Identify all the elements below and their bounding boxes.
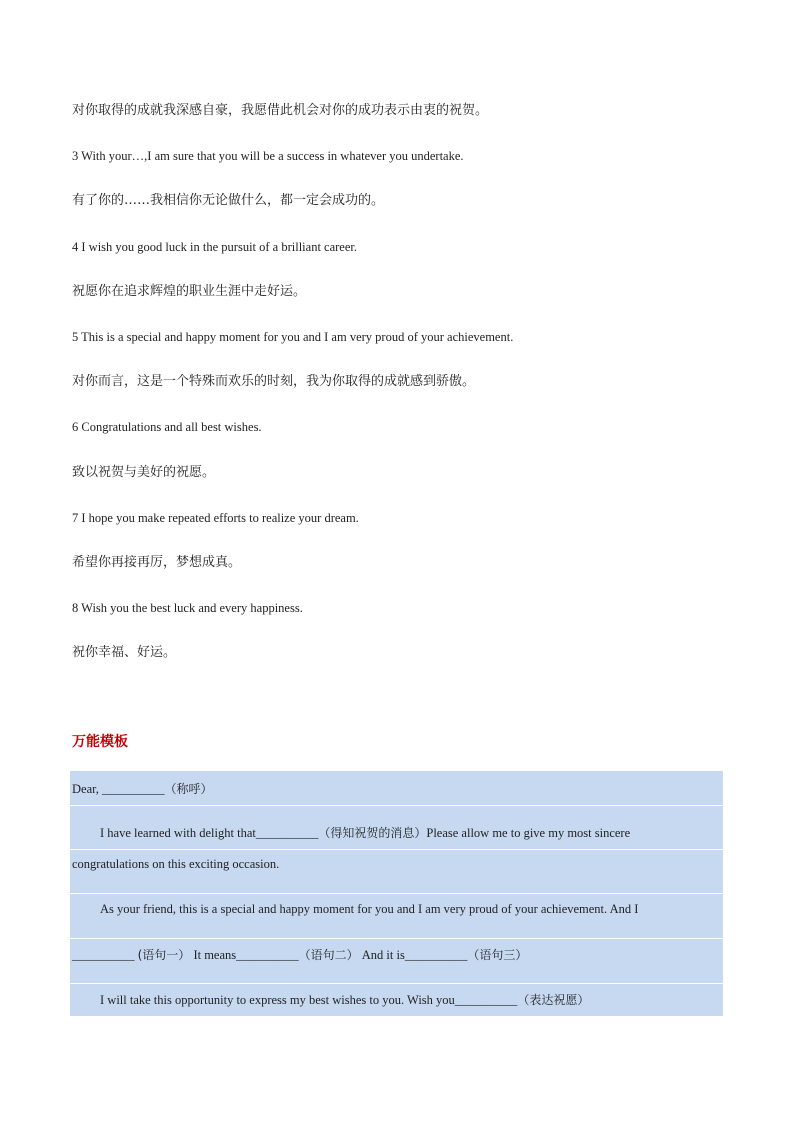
blank-1: __________ [72, 948, 138, 962]
paragraph-1-note: （得知祝贺的消息） [318, 826, 427, 840]
row-divider [70, 805, 723, 806]
sentence-2-note: （语句二） [298, 948, 359, 962]
phrase-line: 祝你幸福、好运。 [72, 645, 177, 661]
blank-2: It means__________ [193, 948, 299, 962]
phrase-line: 对你而言，这是一个特殊而欢乐的时刻，我为你取得的成就感到骄傲。 [72, 374, 476, 390]
template-paragraph-3 [70, 990, 753, 1010]
paragraph-1-text-b: Please allow me to give my most sincere [426, 826, 631, 840]
template-box [70, 771, 723, 1016]
phrase-line: 4 I wish you good luck in the pursuit of a brilliant career. [72, 239, 358, 254]
phrase-line: 祝愿你在追求辉煌的职业生涯中走好运。 [72, 283, 307, 299]
salutation-note: （称呼） [164, 782, 213, 796]
phrase-line: 6 Congratulations and all best wishes. [72, 420, 262, 435]
salutation-text: Dear, __________ [72, 782, 165, 796]
row-divider [70, 938, 723, 939]
phrase-line: 希望你再接再厉，梦想成真。 [72, 554, 242, 570]
row-divider [70, 983, 723, 984]
phrase-line: 3 With your…,I am sure that you will be a success in whatever you undertake. [72, 149, 464, 164]
template-paragraph-2-cont [70, 945, 725, 965]
template-heading: 万能模板 [72, 734, 128, 750]
phrase-line: 8 Wish you the best luck and every happiness. [72, 601, 303, 616]
paragraph-3-note: （表达祝愿） [517, 993, 590, 1007]
paragraph-1-text: I have learned with delight that__________ [100, 826, 319, 840]
phrase-line: 有了你的……我相信你无论做什么，都一定会成功的。 [72, 193, 385, 209]
paragraph-2-text: As your friend, this is a special and happy moment for you and I am very proud of your achievement. And I [100, 902, 639, 916]
phrase-line: 对你取得的成就我深感自豪，我愿借此机会对你的成功表示由衷的祝贺。 [72, 103, 489, 118]
blank-3: And it is__________ [361, 948, 468, 962]
template-paragraph-1 [70, 823, 753, 843]
phrase-line: 致以祝贺与美好的祝愿。 [72, 464, 216, 480]
template-paragraph-2 [70, 899, 753, 919]
row-divider [70, 893, 723, 894]
phrase-line: 5 This is a special and happy moment for you and I am very proud of your achievement. [72, 329, 514, 344]
template-paragraph-1-cont [70, 854, 725, 874]
paragraph-3-text: I will take this opportunity to express my best wishes to you. Wish you__________ [100, 993, 518, 1007]
phrase-line: 7 I hope you make repeated efforts to realize your dream. [72, 510, 359, 525]
row-divider [70, 849, 723, 850]
phrase-list [72, 99, 722, 686]
template-salutation [70, 779, 725, 799]
sentence-1-note: (语句一） [137, 948, 191, 962]
sentence-3-note: （语句三） [467, 948, 528, 962]
paragraph-1-text-c: congratulations on this exciting occasion. [72, 857, 280, 871]
